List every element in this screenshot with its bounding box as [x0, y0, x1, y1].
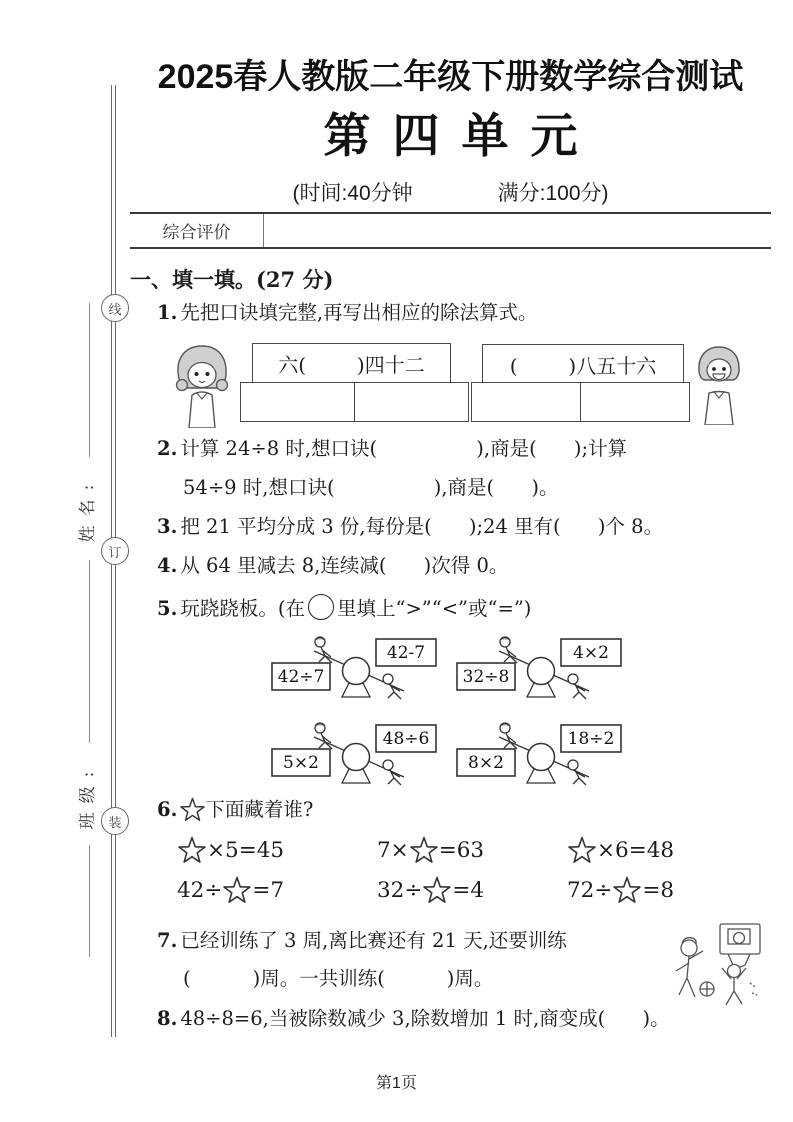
answer-cell	[472, 383, 581, 421]
star-icon	[423, 876, 451, 904]
equation-6	[567, 876, 755, 904]
class-label: 班级:	[78, 762, 98, 830]
seesaw-2-right-value: 4×2	[573, 643, 609, 663]
question-5-prefix: 玩跷跷板。(在	[180, 597, 305, 620]
question-4-number: 4.	[157, 554, 178, 577]
equation-post: ×5=45	[207, 837, 285, 863]
section-1-heading: 一、填一填。(27 分)	[130, 267, 334, 292]
formula-card-1	[252, 343, 451, 384]
equation-post: =8	[642, 877, 675, 903]
equation-post: =4	[452, 877, 485, 903]
seesaw-illustration-1	[270, 633, 438, 705]
page-title: 2025春人教版二年级下册数学综合测试	[157, 58, 744, 96]
question-3-number: 3.	[157, 515, 178, 538]
equation-2	[377, 836, 567, 864]
seesaw-4-left-value: 8×2	[468, 753, 504, 773]
question-5-number: 5.	[157, 597, 178, 620]
question-7-text-2: ( )周。一共训练( )周。	[183, 967, 494, 990]
equation-pre: 72÷	[567, 877, 613, 903]
seesaw-illustration-4	[455, 719, 623, 791]
question-1	[157, 301, 538, 325]
basketball-illustration	[662, 921, 764, 1013]
question-7-line-1	[157, 929, 567, 953]
extra-write-line	[89, 845, 90, 957]
question-6	[157, 797, 313, 822]
equation-post: =7	[252, 877, 285, 903]
binding-circle-ding	[101, 537, 129, 565]
division-answer-boxes-2	[471, 382, 690, 422]
star-icon	[180, 797, 205, 822]
binding-circle-xian	[101, 294, 129, 322]
time-limit: (时间:40分钟	[292, 182, 413, 205]
formula-card-2-text: ( )八五十六	[509, 353, 657, 378]
question-5	[157, 594, 531, 621]
seesaw-1-left-value: 42÷7	[277, 667, 325, 687]
equation-1	[177, 836, 377, 864]
unit-title: 第四单元	[323, 109, 600, 162]
seesaw-3-left-value: 5×2	[283, 753, 319, 773]
question-2-text-2: 54÷9 时,想口诀( ),商是( )。	[183, 476, 559, 499]
question-8-text: 48÷8=6,当被除数减少 3,除数增加 1 时,商变成( )。	[180, 1007, 670, 1030]
equation-pre: 32÷	[377, 877, 423, 903]
question-8-number: 8.	[157, 1007, 178, 1030]
equation-pre: 7×	[377, 837, 409, 863]
question-2-line-2	[183, 476, 558, 500]
question-1-number: 1.	[157, 301, 178, 324]
star-icon	[223, 876, 251, 904]
division-answer-boxes-1	[240, 382, 469, 422]
answer-cell	[581, 383, 689, 421]
circle-blank-icon	[308, 594, 334, 620]
equation-4	[177, 876, 377, 904]
question-2-text-1: 计算 24÷8 时,想口诀( ),商是( );计算	[180, 437, 628, 460]
star-icon	[568, 836, 596, 864]
star-icon	[178, 836, 206, 864]
answer-cell	[241, 383, 355, 421]
equation-5	[377, 876, 567, 904]
question-3	[157, 515, 663, 539]
question-4	[157, 554, 508, 578]
boy-illustration	[693, 345, 745, 425]
name-write-line	[89, 303, 90, 457]
star-icon	[410, 836, 438, 864]
seesaw-illustration-2	[455, 633, 623, 705]
seesaw-4-right-value: 18÷2	[567, 729, 615, 749]
evaluation-table	[130, 212, 771, 249]
binding-circle-zhuang	[101, 807, 129, 835]
question-7-line-2	[183, 967, 493, 991]
binding-char: 订	[108, 545, 122, 561]
name-label: 姓名:	[78, 475, 98, 543]
question-1-text: 先把口诀填完整,再写出相应的除法算式。	[180, 301, 538, 324]
answer-cell	[355, 383, 468, 421]
question-7-text-1: 已经训练了 3 周,离比赛还有 21 天,还要训练	[180, 929, 567, 952]
question-4-text: 从 64 里减去 8,连续减( )次得 0。	[180, 554, 509, 577]
evaluation-label: 综合评价	[130, 214, 264, 247]
formula-card-1-text: 六( )四十二	[278, 353, 425, 377]
equation-pre: 42÷	[177, 877, 223, 903]
question-6-suffix: 下面藏着谁?	[205, 798, 314, 821]
page-number: 第1页	[376, 1075, 417, 1092]
question-6-number: 6.	[157, 798, 178, 821]
equation-3	[567, 836, 755, 864]
equation-post: =63	[438, 837, 485, 863]
equation-post: ×6=48	[597, 837, 675, 863]
seesaw-2-left-value: 32÷8	[462, 667, 510, 687]
star-icon	[613, 876, 641, 904]
full-score: 满分:100分)	[497, 182, 609, 205]
class-write-line	[89, 560, 90, 743]
question-6-equations	[177, 836, 755, 904]
seesaw-3-right-value: 48÷6	[382, 729, 430, 749]
question-8	[157, 1007, 670, 1031]
question-2-line-1	[157, 437, 627, 461]
seesaw-1-right-value: 42-7	[386, 643, 426, 663]
binding-char: 装	[108, 815, 122, 831]
exam-meta	[130, 177, 771, 207]
formula-card-2	[482, 344, 684, 384]
seesaw-illustration-3	[270, 719, 438, 791]
girl-illustration	[171, 343, 233, 428]
binding-char: 线	[108, 302, 122, 318]
question-5-suffix: 里填上“>”“<”或“=”)	[336, 597, 532, 620]
question-2-number: 2.	[157, 437, 178, 460]
question-7-number: 7.	[157, 929, 178, 952]
evaluation-blank-cell	[264, 214, 771, 247]
question-3-text: 把 21 平均分成 3 份,每份是( );24 里有( )个 8。	[180, 515, 664, 538]
